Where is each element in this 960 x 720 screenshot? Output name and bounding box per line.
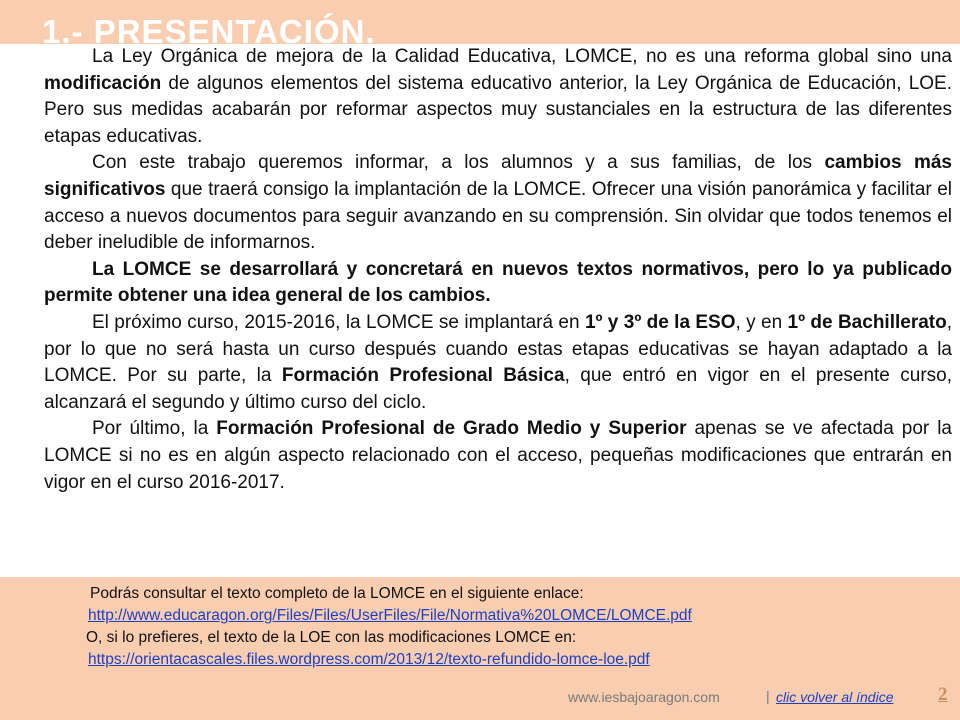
bold-text-run: 1º y 3º de la ESO — [584, 311, 736, 333]
text-run: , que entró en vigor en el presente curso, alcanzará el segundo y último curso del ciclo. — [44, 365, 953, 413]
bold-text-run: cambios más significativos — [44, 152, 952, 200]
lomce-pdf-link[interactable]: http://www.educaragon.org/Files/Files/UserFiles/File/Normativa%20LOMCE/LOMCE.pdf — [88, 607, 692, 624]
loe-refundido-link[interactable]: https://orientacascales.files.wordpress.com/2013/12/texto-refundido-lomce-loe.pdf — [88, 651, 650, 668]
bold-text-run: Formación Profesional Básica — [281, 365, 565, 387]
page-title: 1.- PRESENTACIÓN. — [42, 13, 376, 44]
footer-links — [86, 583, 946, 671]
paragraph-4 — [44, 310, 952, 416]
bold-text-run: Formación Profesional de Grado Medio y Superior — [216, 418, 687, 440]
text-run: Con este trabajo queremos informar, a los alumnos y a sus familias, de los — [92, 152, 825, 174]
back-to-index-link[interactable]: clic volver al índice — [776, 689, 894, 705]
paragraph-5 — [44, 416, 952, 496]
bold-text-run: La LOMCE se desarrollará y concretará en nuevos textos normativos, pero lo ya publicado permite obtener una idea general de los cambios. — [44, 258, 952, 307]
bold-text-run: modificación — [44, 72, 162, 94]
paragraph-2 — [44, 150, 952, 256]
paragraph-3 — [44, 257, 952, 310]
text-run: , por lo que no será hasta un curso después cuando estas etapas educativas se hayan adaptado a la LOMCE. Por su parte, la — [44, 311, 953, 387]
text-run: apenas se ve afectada por la LOMCE si no es en algún aspecto relacionado con el acceso, pequeñas modificaciones que entrarán en vigor en el curso 2016-2017. — [44, 418, 952, 493]
separator: | — [766, 688, 770, 704]
page-number[interactable]: 2 — [938, 684, 948, 705]
bold-text-run: 1º de Bachillerato — [787, 311, 947, 333]
text-run: que traerá consigo la implantación de la LOMCE. Ofrecer una visión panorámica y facilitar el acceso a nuevos documentos para seguir avanzando en su comprensión. Sin olvidar que todos tenemos el deber ineludible de informarnos. — [44, 178, 952, 254]
main-text — [44, 44, 952, 496]
loe-link-intro: O, si lo prefieres, el texto de la LOE con las modificaciones LOMCE en: — [86, 629, 577, 646]
site-url: www.iesbajoaragon.com — [568, 689, 720, 705]
text-run: Por último, la — [92, 418, 217, 440]
text-run: , y en — [735, 311, 788, 333]
lomce-link-intro: Podrás consultar el texto completo de la LOMCE en el siguiente enlace: — [90, 585, 584, 602]
text-run: de algunos elementos del sistema educativo anterior, la Ley Orgánica de Educación, LOE. Pero sus medidas acabarán por reformar aspectos muy sustanciales en la estructura de las diferentes etapas educativas. — [44, 72, 952, 147]
text-run: La Ley Orgánica de mejora de la Calidad Educativa, LOMCE, no es una reforma global sino una — [92, 46, 952, 67]
text-run: El próximo curso, 2015-2016, la LOMCE se implantará en — [92, 311, 585, 333]
paragraph-1 — [44, 44, 952, 150]
